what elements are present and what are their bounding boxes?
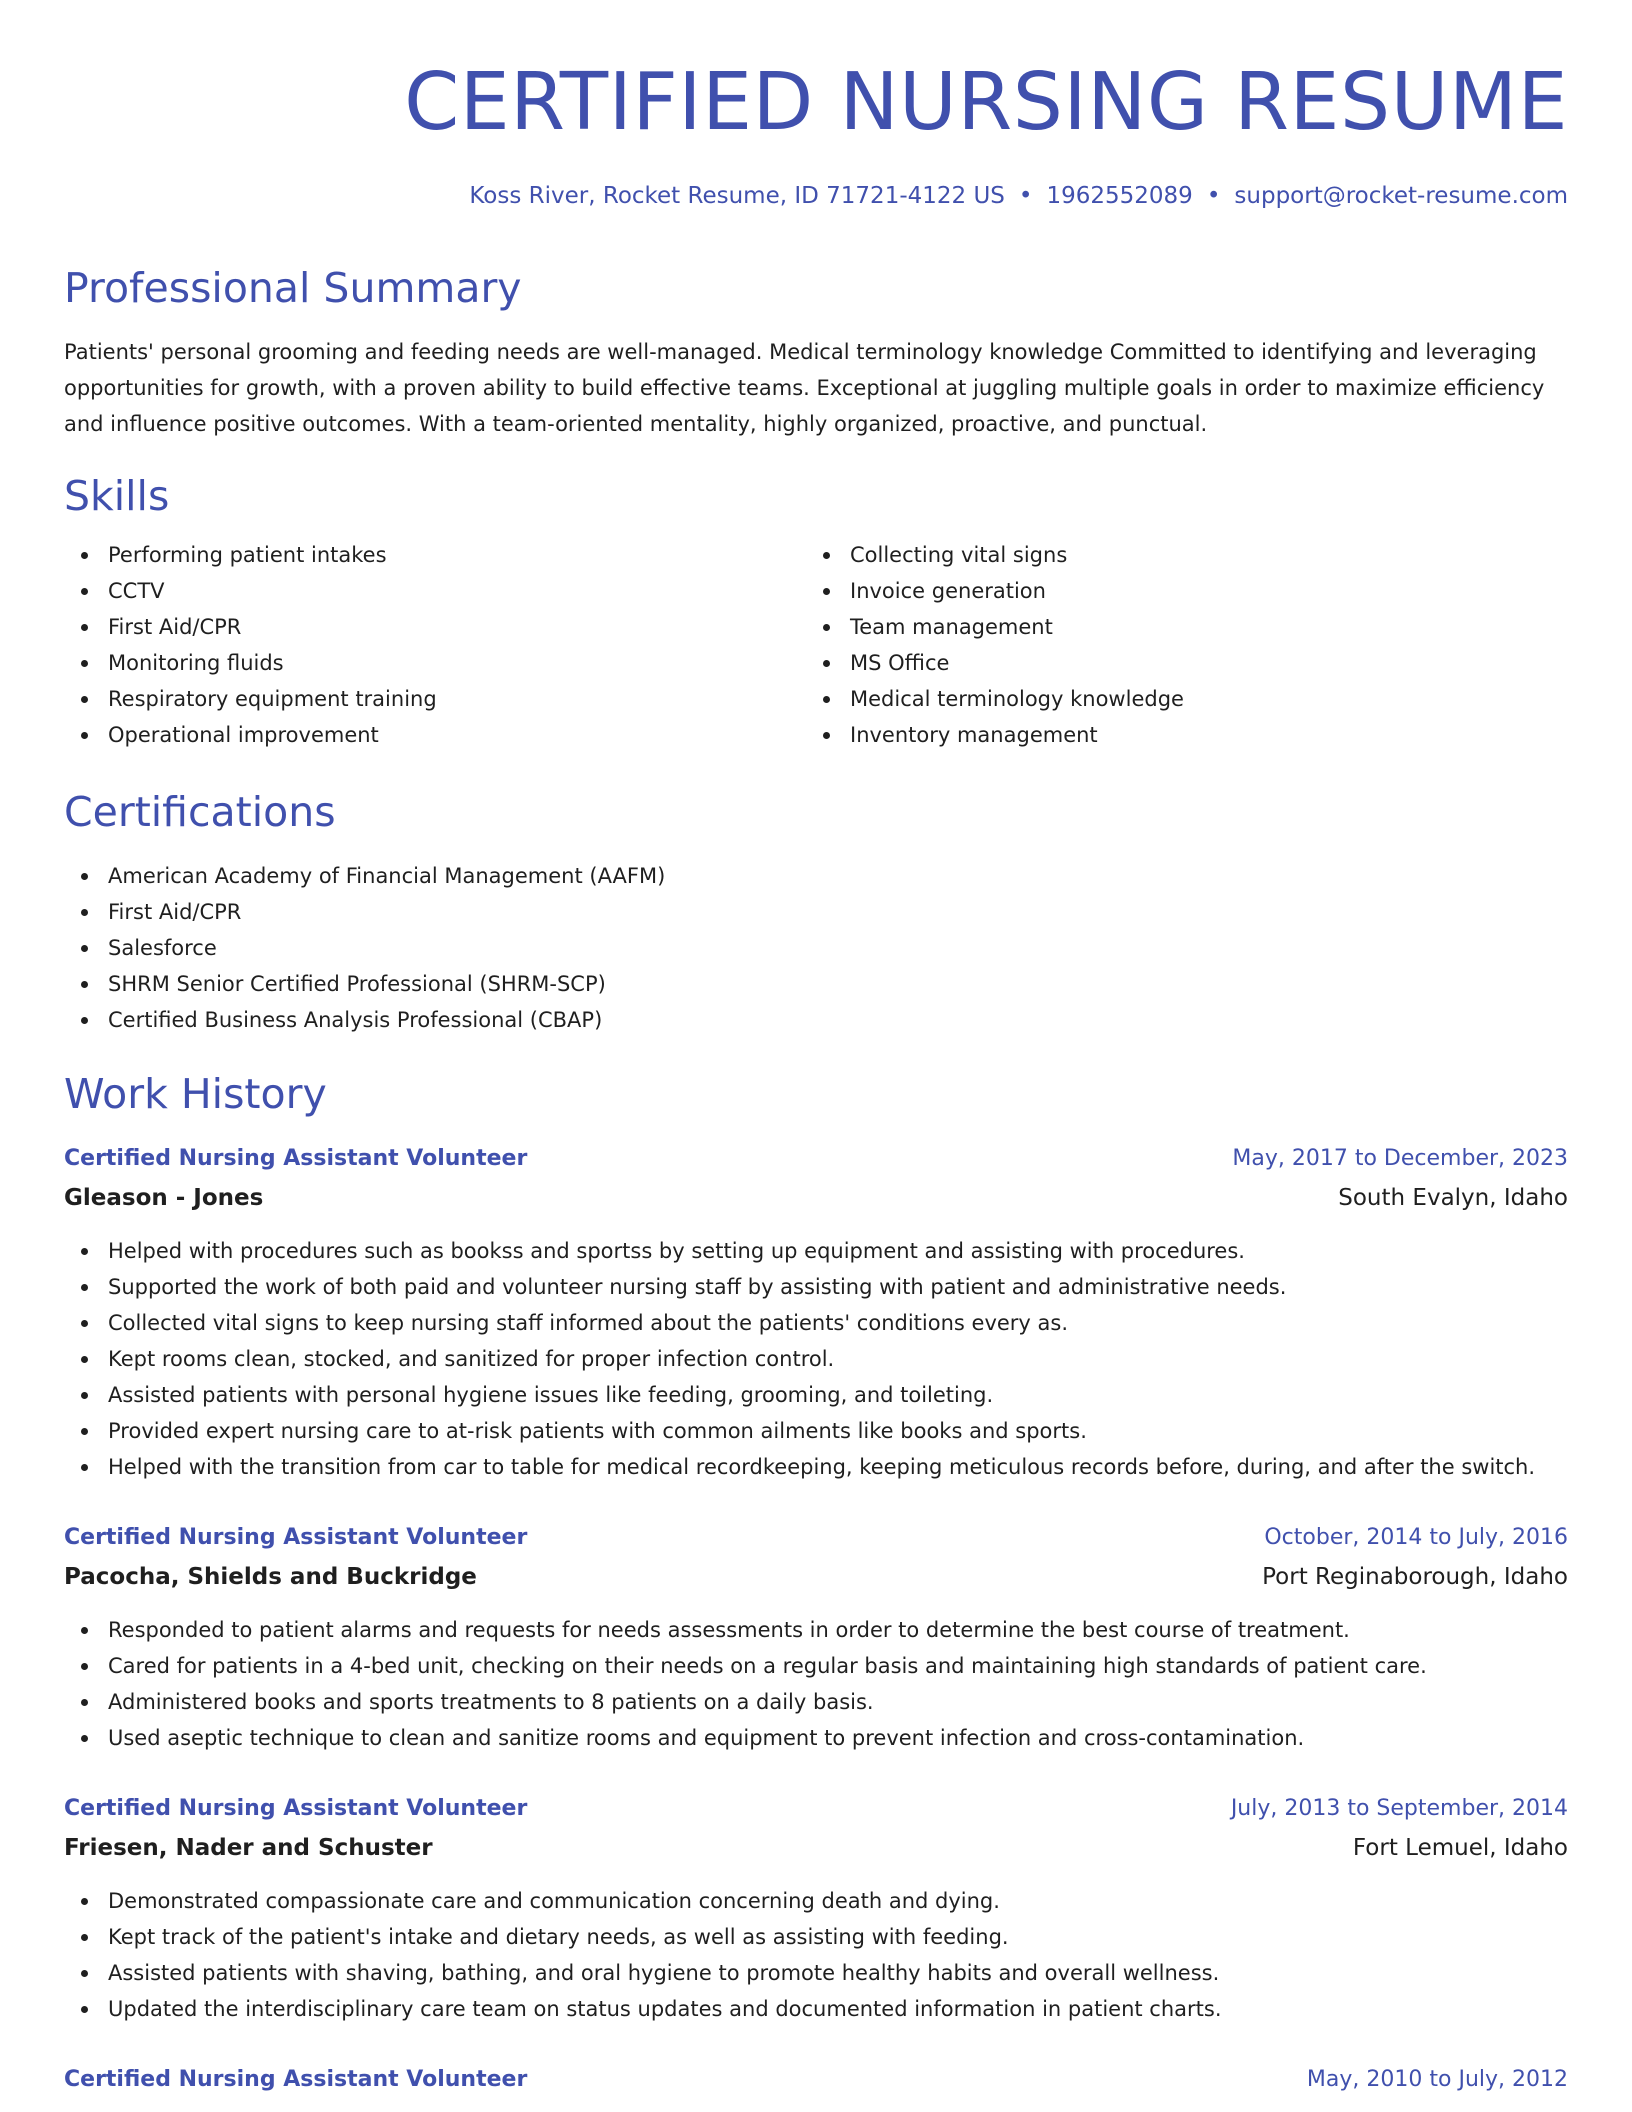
summary-heading: Professional Summary [64,264,522,312]
job-duty: Administered books and sports treatments to 8 patients on a daily basis. [64,1684,1427,1720]
resume-page [64,0,1568,2092]
job-duty: Helped with the transition from car to table for medical recordkeeping, keeping meticulous records before, during, and after the switch. [64,1449,1535,1485]
job-employer [64,1182,1568,1214]
contact-separator: • [1018,183,1033,209]
summary-text: Patients' personal grooming and feeding needs are well-managed. Medical terminology knowledge Committed to identifying and leveraging opportunities for growth, with a proven ability to build effective teams. Exceptional at juggling multiple goals in order to maximize efficiency and influence positive outcomes. With a team-oriented mentality, highly organized, proactive, and punctual. [64,340,1545,436]
job-duty: Kept track of the patient's intake and dietary needs, as well as assisting with feeding. [64,1919,1222,1955]
job-duty: Assisted patients with personal hygiene issues like feeding, grooming, and toileting. [64,1377,1535,1413]
job-employer [64,1561,1568,1593]
job-dates: October, 2014 to July, 2016 [1264,1524,1568,1550]
contact-line [469,180,1568,212]
skill-item: Collecting vital signs [806,537,1184,573]
skill-item: Invoice generation [806,573,1184,609]
skill-item: Operational improvement [64,717,437,753]
job-header [64,1521,1568,1553]
contact-separator: • [1206,183,1221,209]
skill-item: Monitoring fluids [64,645,437,681]
certification-item: Certified Business Analysis Professional (CBAP) [64,1002,665,1038]
certification-item: American Academy of Financial Management (AAFM) [64,858,665,894]
job-duty: Demonstrated compassionate care and communication concerning death and dying. [64,1883,1222,1919]
skills-heading: Skills [64,472,170,520]
job-header [64,1792,1568,1824]
contact-address: Koss River, Rocket Resume, ID 71721-4122 US [469,183,1005,209]
job-location: South Evalyn, Idaho [1338,1185,1568,1211]
skill-item: CCTV [64,573,437,609]
skill-item: Medical terminology knowledge [806,681,1184,717]
job-duty: Cared for patients in a 4-bed unit, checking on their needs on a regular basis and maintaining high standards of patient care. [64,1648,1427,1684]
job-title: Certified Nursing Assistant Volunteer [64,1524,528,1550]
job-dates: May, 2010 to July, 2012 [1306,2066,1568,2092]
job-duty: Collected vital signs to keep nursing staff informed about the patients' conditions every as. [64,1305,1535,1341]
skill-item: First Aid/CPR [64,609,437,645]
job-employer [64,1832,1568,1864]
skill-item: Performing patient intakes [64,537,437,573]
job-duty: Responded to patient alarms and requests for needs assessments in order to determine the best course of treatment. [64,1612,1427,1648]
job-location: Fort Lemuel, Idaho [1352,1835,1568,1861]
job-duty: Used aseptic technique to clean and sanitize rooms and equipment to prevent infection and cross-contamination. [64,1720,1427,1756]
skill-item: Respiratory equipment training [64,681,437,717]
job-duty: Helped with procedures such as bookss and sportss by setting up equipment and assisting with procedures. [64,1233,1535,1269]
contact-email[interactable]: support@rocket-resume.com [1234,183,1568,209]
work-history-heading: Work History [64,1070,327,1118]
resume-title: CERTIFIED NURSING RESUME [404,56,1568,148]
skill-item: Inventory management [806,717,1184,753]
job-company: Pacocha, Shields and Buckridge [64,1564,477,1590]
certification-item: Salesforce [64,930,665,966]
job-location: Port Reginaborough, Idaho [1262,1564,1568,1590]
certifications-heading: Certifications [64,788,336,836]
job-duty: Assisted patients with shaving, bathing, and oral hygiene to promote healthy habits and overall wellness. [64,1955,1222,1991]
job-title: Certified Nursing Assistant Volunteer [64,1145,528,1171]
skills-list-left [64,537,437,753]
job-header [64,2063,1568,2095]
job-duty: Supported the work of both paid and volunteer nursing staff by assisting with patient and administrative needs. [64,1269,1535,1305]
certification-item: First Aid/CPR [64,894,665,930]
job-header [64,1142,1568,1174]
job-duties-list [64,1883,1222,2027]
job-duties-list [64,1612,1427,1756]
job-dates: July, 2013 to September, 2014 [1230,1795,1568,1821]
certification-item: SHRM Senior Certified Professional (SHRM-SCP) [64,966,665,1002]
job-title: Certified Nursing Assistant Volunteer [64,1795,528,1821]
certifications-list [64,858,665,1038]
contact-phone: 1962552089 [1046,183,1193,209]
skills-list-right [806,537,1184,753]
job-duties-list [64,1233,1535,1485]
job-dates: May, 2017 to December, 2023 [1232,1145,1568,1171]
job-duty: Provided expert nursing care to at-risk patients with common ailments like books and sports. [64,1413,1535,1449]
job-duty: Updated the interdisciplinary care team on status updates and documented information in patient charts. [64,1991,1222,2027]
skill-item: Team management [806,609,1184,645]
job-duty: Kept rooms clean, stocked, and sanitized for proper infection control. [64,1341,1535,1377]
job-company: Friesen, Nader and Schuster [64,1835,433,1861]
job-company: Gleason - Jones [64,1185,264,1211]
skill-item: MS Office [806,645,1184,681]
job-title: Certified Nursing Assistant Volunteer [64,2066,528,2092]
